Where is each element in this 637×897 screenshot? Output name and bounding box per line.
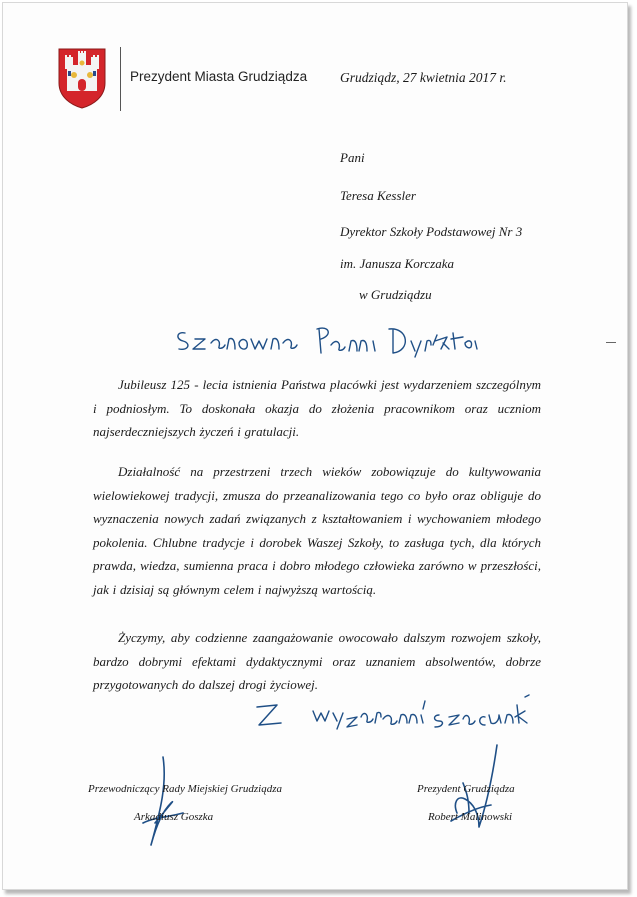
handwritten-closing [253, 693, 533, 737]
fold-mark [606, 342, 616, 343]
recipient-city: w Grudziądzu [359, 287, 432, 302]
letterhead-office: Prezydent Miasta Grudziądza [130, 69, 308, 84]
handwritten-greeting [171, 321, 481, 361]
signature-left [133, 753, 193, 849]
letter-page [2, 2, 628, 890]
body-paragraph-1: Jubileusz 125 - lecia istnienia Państwa placówki jest wydarzeniem szczególnym i podniosłym. To doskonała okazja do złożenia pracownikom oraz uczniom najserdeczniejszych życzeń i gratulacji. [93, 377, 541, 440]
letter-date: Grudziądz, 27 kwietnia 2017 r. [340, 70, 507, 85]
recipient-patron: im. Janusza Korczaka [340, 256, 454, 271]
recipient-salutation: Pani [340, 150, 365, 165]
body-paragraph-2: Działalność na przestrzeni trzech wieków zobowiązuje do kultywowania wielowiekowej tradycji, zmusza do przeanalizowania tego co było oraz obliguje do wyznaczenia nowych zadań związanych z kształtowaniem i wychowaniem młodego pokolenia. Chlubne tradycje i dorobek Waszej Szkoły, to zasługa tych, dla których prawda, wiedza, sumienna praca i dobro młodego człowieka zarówno w przeszłości, jak i dzisiaj są głównym celem i najwyższą wartością. [93, 464, 541, 597]
signatory-role-left: Przewodniczący Rady Miejskiej Grudziądza [88, 783, 282, 795]
recipient-name: Teresa Kessler [340, 188, 416, 203]
body-paragraph-3: Życzymy, aby codzienne zaangażowanie owocowało dalszym rozwojem szkoły, bardzo dobrymi efektami dydaktycznymi oraz uznaniem absolwentów, dobrze przygotowanych do dalszej drogi życiowej. [93, 630, 541, 693]
signatory-name-right: Robert Malinowski [428, 811, 513, 823]
recipient-title: Dyrektor Szkoły Podstawowej Nr 3 [340, 224, 523, 239]
signatory-name-left: Arkadiusz Goszka [134, 811, 214, 823]
coat-of-arms-icon [57, 47, 107, 109]
signatory-role-right: Prezydent Grudziądza [417, 783, 515, 795]
letterhead-divider [120, 47, 121, 111]
